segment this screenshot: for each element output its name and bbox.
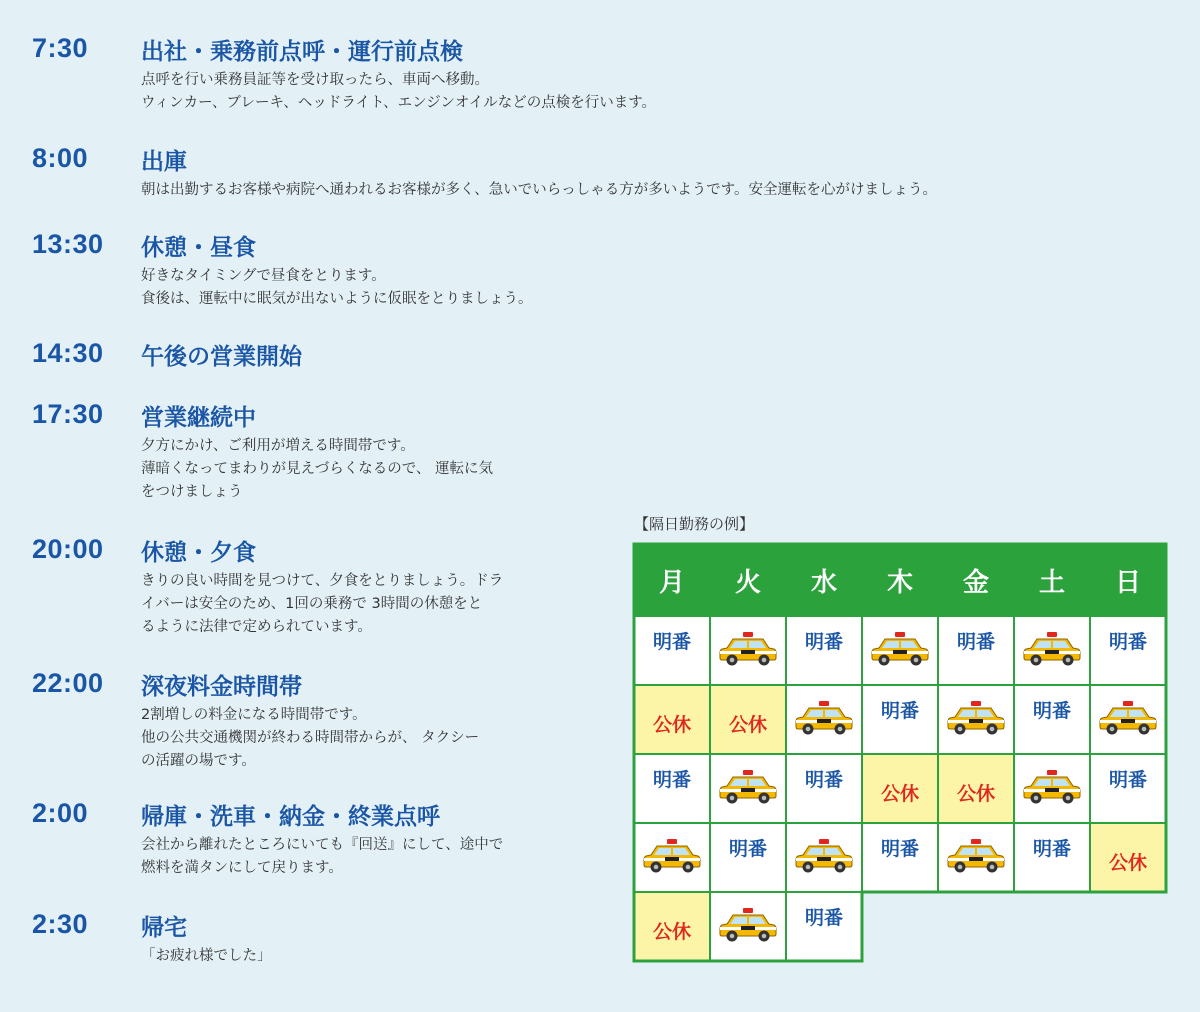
entry-time: 22:00 [32, 668, 104, 698]
entry-time: 2:00 [32, 798, 89, 828]
entry-title: 帰宅 [141, 915, 187, 941]
day-header: 土 [1014, 544, 1090, 616]
entry-description [141, 704, 479, 773]
entry-description [141, 265, 533, 311]
day-header: 火 [710, 544, 786, 616]
shift-table-caption: 【隔日勤務の例】 [634, 515, 755, 533]
shift-label: 明番 [804, 907, 843, 929]
description-line: 2割増しの料金になる時間帯です。 [141, 707, 367, 723]
description-line: 他の公共交通機関が終わる時間帯からが、 タクシー [141, 730, 480, 746]
entry-title: 帰庫・洗車・納金・終業点呼 [141, 804, 440, 830]
shift-label: 明番 [1032, 700, 1071, 722]
entry-description [141, 69, 656, 115]
shift-label: 公休 [728, 714, 767, 736]
entry-time: 7:30 [32, 33, 89, 63]
entry-time: 13:30 [32, 229, 104, 259]
shift-label: 公休 [880, 783, 919, 805]
shift-label: 明番 [956, 631, 995, 653]
description-line: 点呼を行い乗務員証等を受け取ったら、車両へ移動。 [141, 72, 489, 88]
description-line: 食後は、運転中に眠気が出ないように仮眠をとりましょう。 [141, 291, 533, 307]
shift-label: 明番 [880, 700, 919, 722]
day-header: 日 [1090, 544, 1166, 616]
entry-description [141, 435, 493, 504]
entry-title: 出庫 [141, 149, 187, 175]
day-header: 水 [786, 544, 862, 616]
description-line: 好きなタイミングで昼食をとります。 [141, 268, 386, 284]
entry-time: 20:00 [32, 534, 104, 564]
description-line: 朝は出勤するお客様や病院へ通われるお客様が多く、急いでいらっしゃる方が多いようです。安全運転を心がけましょう。 [141, 182, 938, 198]
description-line: 薄暗くなってまわりが見えづらくなるので、 運転に気 [141, 461, 494, 477]
shift-label: 明番 [880, 838, 919, 860]
shift-label: 公休 [652, 921, 691, 943]
entry-description [141, 179, 937, 202]
entry-time: 14:30 [32, 338, 104, 368]
entry-title: 午後の営業開始 [141, 344, 302, 370]
entry-title: 深夜料金時間帯 [141, 674, 302, 700]
entry-description [141, 945, 272, 968]
entry-title: 休憩・夕食 [141, 540, 256, 566]
shift-label: 明番 [1108, 631, 1147, 653]
shift-label: 明番 [804, 769, 843, 791]
shift-label: 公休 [956, 783, 995, 805]
description-line: の活躍の場です。 [141, 753, 256, 769]
entry-time: 2:30 [32, 909, 89, 939]
entry-title: 営業継続中 [141, 405, 256, 431]
description-line: ウィンカー、ブレーキ、ヘッドライト、エンジンオイルなどの点検を行います。 [141, 95, 657, 111]
day-header: 木 [862, 544, 938, 616]
description-line: 会社から離れたところにいても『回送』にして、途中で [141, 837, 504, 853]
description-line: きりの良い時間を見つけて、夕食をとりましょう。ドラ [141, 573, 504, 589]
shift-label: 明番 [804, 631, 843, 653]
day-header: 金 [938, 544, 1014, 616]
table-outline [632, 542, 1168, 963]
shift-label: 明番 [652, 631, 691, 653]
description-line: イバーは安全のため、1回の乗務で 3時間の休憩をと [141, 596, 483, 612]
description-line: 「お疲れ様でした」 [141, 948, 272, 964]
description-line: るように法律で定められています。 [141, 619, 372, 635]
shift-label: 明番 [1108, 769, 1147, 791]
description-line: 燃料を満タンにして戻ります。 [141, 860, 343, 876]
entry-description [141, 570, 503, 639]
day-header: 月 [634, 544, 710, 616]
shift-label: 公休 [1108, 852, 1147, 874]
description-line: をつけましょう [141, 484, 243, 500]
shift-label: 公休 [652, 714, 691, 736]
shift-label: 明番 [728, 838, 767, 860]
entry-time: 17:30 [32, 399, 104, 429]
description-line: 夕方にかけ、ご利用が増える時間帯です。 [141, 438, 415, 454]
entry-title: 出社・乗務前点呼・運行前点検 [141, 39, 463, 65]
entry-title: 休憩・昼食 [141, 235, 256, 261]
entry-time: 8:00 [32, 143, 89, 173]
entry-description [141, 834, 503, 880]
shift-label: 明番 [652, 769, 691, 791]
shift-label: 明番 [1032, 838, 1071, 860]
